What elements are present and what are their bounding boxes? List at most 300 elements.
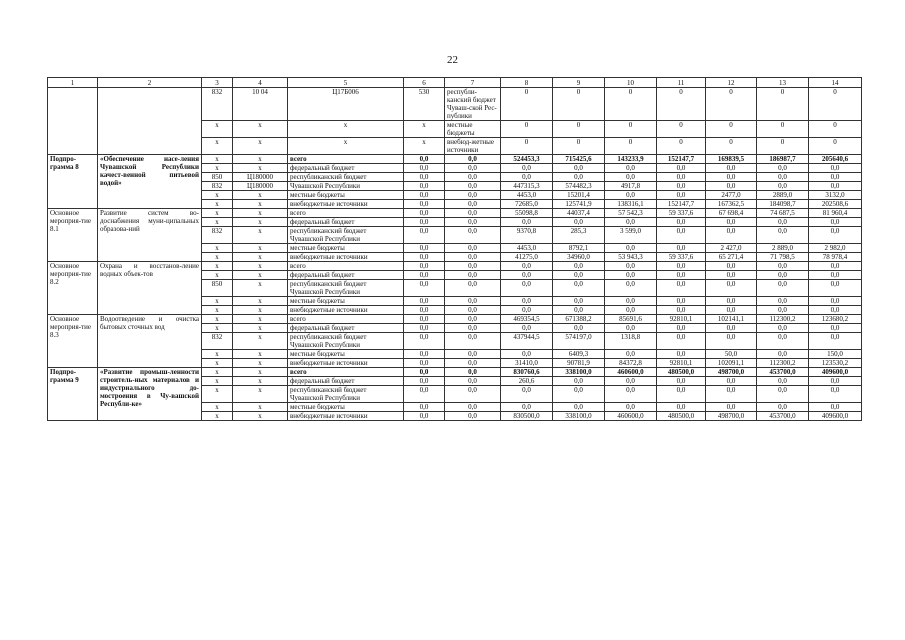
table-cell: 0,0 <box>706 306 757 315</box>
table-cell: 0,0 <box>657 386 706 403</box>
table-cell: 81 960,4 <box>809 209 862 218</box>
section-name: Охрана и восстанов-ление водных объек-тов <box>98 262 202 315</box>
table-cell: 498700,0 <box>706 368 757 377</box>
table-cell: 169839,5 <box>706 155 757 164</box>
table-cell: 0,0 <box>657 377 706 386</box>
table-cell: 0,0 <box>553 280 605 297</box>
table-cell: 0,0 <box>809 297 862 306</box>
table-cell: 453700,0 <box>757 368 809 377</box>
table-cell: 0 <box>706 121 757 138</box>
table-cell: 59 337,6 <box>657 209 706 218</box>
table-cell: 0,0 <box>404 200 445 209</box>
table-cell: x <box>202 386 233 403</box>
table-cell: внебюд-жетные источники <box>445 138 501 155</box>
table-cell: 8792,1 <box>553 244 605 253</box>
table-cell: 0,0 <box>809 182 862 191</box>
table-cell: 2 427,0 <box>706 244 757 253</box>
table-cell: 0,0 <box>445 155 501 164</box>
table-cell: местные бюджеты <box>288 244 404 253</box>
table-cell: 0,0 <box>809 164 862 173</box>
table-cell: x <box>233 191 288 200</box>
table-cell: 0,0 <box>657 271 706 280</box>
table-cell: федеральный бюджет <box>288 271 404 280</box>
table-cell: 285,3 <box>553 227 605 244</box>
table-cell: x <box>202 262 233 271</box>
table-cell: x <box>202 271 233 280</box>
table-cell: x <box>202 403 233 412</box>
table-cell: 574197,0 <box>553 333 605 350</box>
table-cell: x <box>233 227 288 244</box>
table-cell: 0,0 <box>757 386 809 403</box>
table-cell: x <box>202 138 233 155</box>
table-cell: всего <box>288 315 404 324</box>
table-cell: x <box>233 403 288 412</box>
table-cell: 0,0 <box>757 350 809 359</box>
table-cell: 338100,0 <box>553 412 605 421</box>
table-cell: 112300,2 <box>757 359 809 368</box>
table-cell: 0,0 <box>757 324 809 333</box>
table-cell: 0 <box>657 121 706 138</box>
table-cell: x <box>288 138 404 155</box>
table-cell: 0 <box>757 121 809 138</box>
table-cell: x <box>202 121 233 138</box>
table-cell: x <box>233 377 288 386</box>
table-cell: 0,0 <box>605 280 657 297</box>
table-cell: 0,0 <box>445 386 501 403</box>
table-cell: 0,0 <box>501 350 553 359</box>
table-cell: 0,0 <box>404 209 445 218</box>
table-cell: 0 <box>809 138 862 155</box>
table-cell: 0,0 <box>657 306 706 315</box>
table-cell: 0,0 <box>706 403 757 412</box>
section-code: Основное мероприя-тие 8.2 <box>48 262 98 315</box>
table-cell: 0,0 <box>757 182 809 191</box>
table-cell: 78 978,4 <box>809 253 862 262</box>
table-cell: 574482,3 <box>553 182 605 191</box>
table-cell: x <box>233 412 288 421</box>
code-cell <box>48 88 98 155</box>
table-cell: 460600,0 <box>605 412 657 421</box>
table-cell: 0,0 <box>553 403 605 412</box>
table-cell: 3132,0 <box>809 191 862 200</box>
table-cell: 90781,9 <box>553 359 605 368</box>
table-cell: 0,0 <box>706 297 757 306</box>
table-cell: 0,0 <box>445 280 501 297</box>
table-cell: 205640,6 <box>809 155 862 164</box>
table-cell: 0,0 <box>404 412 445 421</box>
table-cell: 0,0 <box>757 227 809 244</box>
table-cell: 0,0 <box>809 386 862 403</box>
column-header: 13 <box>757 78 809 88</box>
table-cell: 0,0 <box>445 271 501 280</box>
table-cell: республиканский бюджет Чувашской Республики <box>288 227 404 244</box>
table-cell: республиканский бюджет <box>288 173 404 182</box>
table-cell: 0,0 <box>657 173 706 182</box>
table-cell: 0,0 <box>605 262 657 271</box>
table-cell: x <box>233 164 288 173</box>
table-cell: 85691,6 <box>605 315 657 324</box>
table-cell: 150,0 <box>809 350 862 359</box>
table-cell: 850 <box>202 173 233 182</box>
table-cell: 202508,6 <box>809 200 862 209</box>
table-cell: федеральный бюджет <box>288 324 404 333</box>
table-cell: 0,0 <box>553 324 605 333</box>
table-cell: 437944,5 <box>501 333 553 350</box>
table-cell: 480500,0 <box>657 412 706 421</box>
table-cell: 0,0 <box>553 164 605 173</box>
table-cell: 0,0 <box>605 403 657 412</box>
table-cell: 0,0 <box>809 306 862 315</box>
table-cell: 0,0 <box>445 368 501 377</box>
table-cell: 0 <box>657 138 706 155</box>
table-cell: 0,0 <box>605 306 657 315</box>
table-cell: 0 <box>553 138 605 155</box>
table-cell: x <box>202 350 233 359</box>
table-cell: 0,0 <box>809 377 862 386</box>
table-cell: 0,0 <box>657 297 706 306</box>
table-cell: x <box>404 138 445 155</box>
table-cell: x <box>233 333 288 350</box>
table-cell: 830760,6 <box>501 368 553 377</box>
table-cell: 0,0 <box>706 324 757 333</box>
table-cell: 2477,0 <box>706 191 757 200</box>
table-cell: 0,0 <box>445 315 501 324</box>
name-cell <box>98 88 202 155</box>
table-cell: 0,0 <box>445 350 501 359</box>
table-row <box>48 155 862 164</box>
table-cell: 0 <box>553 121 605 138</box>
table-cell: 0,0 <box>706 377 757 386</box>
table-cell: 152147,7 <box>657 200 706 209</box>
table-cell: 143233,9 <box>605 155 657 164</box>
column-header: 10 <box>605 78 657 88</box>
table-cell: 0,0 <box>605 244 657 253</box>
table-cell: 832 <box>202 88 233 121</box>
table-cell: x <box>202 368 233 377</box>
table-cell: x <box>233 368 288 377</box>
table-cell: Ц17Б006 <box>288 88 404 121</box>
column-header: 14 <box>809 78 862 88</box>
table-cell: 0,0 <box>404 359 445 368</box>
table-cell: 0,0 <box>501 164 553 173</box>
table-cell: 0,0 <box>605 218 657 227</box>
table-cell: 0 <box>605 121 657 138</box>
table-cell: 498700,0 <box>706 412 757 421</box>
table-cell: 0,0 <box>757 306 809 315</box>
table-cell: x <box>202 324 233 333</box>
table-cell: 0 <box>757 88 809 121</box>
budget-table <box>47 77 862 421</box>
table-cell: 0,0 <box>757 377 809 386</box>
table-cell: Ц180000 <box>233 173 288 182</box>
column-header: 9 <box>553 78 605 88</box>
table-row <box>48 88 862 121</box>
table-cell: 2889,0 <box>757 191 809 200</box>
table-cell: 0,0 <box>657 218 706 227</box>
table-cell: 0,0 <box>605 350 657 359</box>
table-cell: x <box>233 200 288 209</box>
table-cell: 0,0 <box>706 218 757 227</box>
table-cell: 184098,7 <box>757 200 809 209</box>
table-cell: 0,0 <box>445 173 501 182</box>
table-cell: 102091,1 <box>706 359 757 368</box>
column-header: 8 <box>501 78 553 88</box>
table-cell: 112300,2 <box>757 315 809 324</box>
table-cell: 469354,5 <box>501 315 553 324</box>
table-cell: 0,0 <box>809 218 862 227</box>
table-cell: x <box>202 200 233 209</box>
table-cell: x <box>233 297 288 306</box>
table-cell: x <box>233 280 288 297</box>
table-cell: 0,0 <box>445 377 501 386</box>
table-cell: x <box>233 324 288 333</box>
table-cell: 0,0 <box>757 333 809 350</box>
table-cell: 0,0 <box>404 271 445 280</box>
column-header: 2 <box>98 78 202 88</box>
table-cell: x <box>202 218 233 227</box>
table-cell: 447315,3 <box>501 182 553 191</box>
column-header: 3 <box>202 78 233 88</box>
table-cell: 0,0 <box>404 218 445 227</box>
table-cell: 0,0 <box>553 306 605 315</box>
table-cell: x <box>202 244 233 253</box>
table-cell: 0,0 <box>501 386 553 403</box>
table-cell: 138316,1 <box>605 200 657 209</box>
table-cell: 0,0 <box>706 271 757 280</box>
table-cell: 0,0 <box>445 297 501 306</box>
table-cell: 0,0 <box>501 218 553 227</box>
table-cell: x <box>288 121 404 138</box>
table-cell: 260,6 <box>501 377 553 386</box>
table-cell: x <box>233 155 288 164</box>
table-cell: 0,0 <box>757 173 809 182</box>
table-cell: 832 <box>202 182 233 191</box>
table-cell: 0,0 <box>404 350 445 359</box>
table-cell: 0,0 <box>657 280 706 297</box>
table-cell: 0,0 <box>809 173 862 182</box>
table-cell: 0,0 <box>445 191 501 200</box>
table-cell: 41275,0 <box>501 253 553 262</box>
table-cell: x <box>202 164 233 173</box>
table-cell: x <box>233 218 288 227</box>
table-cell: x <box>233 253 288 262</box>
table-cell: 0,0 <box>605 377 657 386</box>
table-cell: 0,0 <box>706 164 757 173</box>
table-cell: 460600,0 <box>605 368 657 377</box>
table-cell: 0,0 <box>445 262 501 271</box>
table-cell: 0,0 <box>657 262 706 271</box>
table-cell: 0,0 <box>809 324 862 333</box>
table-cell: 0,0 <box>809 271 862 280</box>
table-cell: 0,0 <box>445 333 501 350</box>
page-number: 22 <box>447 54 458 66</box>
table-cell: местные бюджеты <box>445 121 501 138</box>
table-cell: 0,0 <box>404 164 445 173</box>
table-cell: 0,0 <box>657 333 706 350</box>
table-cell: x <box>233 271 288 280</box>
table-cell: 92810,1 <box>657 359 706 368</box>
table-cell: x <box>233 244 288 253</box>
table-cell: 0,0 <box>404 244 445 253</box>
table-cell: 0,0 <box>757 262 809 271</box>
table-cell: 102141,1 <box>706 315 757 324</box>
table-cell: 0,0 <box>404 280 445 297</box>
table-cell: 830500,0 <box>501 412 553 421</box>
table-cell: x <box>233 262 288 271</box>
table-cell: 3 599,0 <box>605 227 657 244</box>
table-cell: 0,0 <box>706 182 757 191</box>
table-row <box>48 368 862 377</box>
section-code: Подпро-грамма 8 <box>48 155 98 209</box>
table-cell: местные бюджеты <box>288 403 404 412</box>
table-cell: 409600,0 <box>809 368 862 377</box>
table-cell: 0,0 <box>605 164 657 173</box>
table-cell: 0,0 <box>445 306 501 315</box>
table-cell: 0,0 <box>445 182 501 191</box>
table-cell: 0,0 <box>501 262 553 271</box>
table-cell: всего <box>288 155 404 164</box>
table-cell: 0 <box>809 121 862 138</box>
table-cell: 65 271,4 <box>706 253 757 262</box>
table-cell: 0,0 <box>501 306 553 315</box>
table-cell: 0,0 <box>404 155 445 164</box>
table-cell: 92810,1 <box>657 315 706 324</box>
table-cell: 0,0 <box>445 218 501 227</box>
table-cell: 84372,8 <box>605 359 657 368</box>
table-cell: 0,0 <box>404 253 445 262</box>
table-cell: 0,0 <box>706 280 757 297</box>
table-cell: 338100,0 <box>553 368 605 377</box>
table-cell: 0,0 <box>501 403 553 412</box>
table-cell: 123680,2 <box>809 315 862 324</box>
table-cell: 55098,8 <box>501 209 553 218</box>
column-header: 5 <box>288 78 404 88</box>
table-cell: 0,0 <box>404 324 445 333</box>
table-cell: x <box>233 306 288 315</box>
table-cell: 0,0 <box>553 386 605 403</box>
section-code: Основное мероприя-тие 8.1 <box>48 209 98 262</box>
table-cell: 0,0 <box>404 333 445 350</box>
table-cell: республи-канский бюджет Чуваш-ской Рес-публики <box>445 88 501 121</box>
table-cell: местные бюджеты <box>288 191 404 200</box>
table-cell: 0,0 <box>706 262 757 271</box>
table-cell: 34960,0 <box>553 253 605 262</box>
table-cell: 0,0 <box>553 271 605 280</box>
table-cell: x <box>233 386 288 403</box>
table-cell: 15201,4 <box>553 191 605 200</box>
table-cell: 9370,8 <box>501 227 553 244</box>
table-cell: 0,0 <box>404 368 445 377</box>
table-cell: местные бюджеты <box>288 297 404 306</box>
table-cell: 0,0 <box>404 386 445 403</box>
table-cell: 832 <box>202 227 233 244</box>
table-cell: 2 889,0 <box>757 244 809 253</box>
table-cell: 0,0 <box>553 377 605 386</box>
table-cell: 57 542,3 <box>605 209 657 218</box>
table-cell: 123530,2 <box>809 359 862 368</box>
table-cell: 453700,0 <box>757 412 809 421</box>
table-cell: 0,0 <box>657 403 706 412</box>
table-cell: 715425,6 <box>553 155 605 164</box>
table-cell: внебюджетные источники <box>288 306 404 315</box>
table-cell: x <box>202 155 233 164</box>
table-cell: 0,0 <box>404 306 445 315</box>
table-cell: 0 <box>501 138 553 155</box>
table-cell: x <box>233 315 288 324</box>
table-cell: 0,0 <box>501 280 553 297</box>
table-cell: 53 943,3 <box>605 253 657 262</box>
table-row <box>48 209 862 218</box>
table-cell: 0,0 <box>809 227 862 244</box>
table-cell: 0,0 <box>404 182 445 191</box>
table-cell: 0,0 <box>605 324 657 333</box>
table-cell: 0,0 <box>605 271 657 280</box>
table-cell: x <box>202 412 233 421</box>
table-cell: 59 337,6 <box>657 253 706 262</box>
table-cell: 0,0 <box>501 271 553 280</box>
table-cell: x <box>404 121 445 138</box>
table-cell: 0,0 <box>657 191 706 200</box>
table-cell: внебюджетные источники <box>288 253 404 262</box>
table-cell: 0 <box>501 88 553 121</box>
table-cell: 0,0 <box>445 244 501 253</box>
table-cell: федеральный бюджет <box>288 218 404 227</box>
table-cell: 0,0 <box>404 173 445 182</box>
table-cell: 0,0 <box>553 297 605 306</box>
section-name: Развитие систем во-доснабжения муни-ципальных образова-ний <box>98 209 202 262</box>
table-cell: 0,0 <box>404 315 445 324</box>
table-cell: 0,0 <box>809 333 862 350</box>
table-cell: 0,0 <box>553 218 605 227</box>
table-cell: 671388,2 <box>553 315 605 324</box>
table-cell: 72685,0 <box>501 200 553 209</box>
table-cell: 31410,0 <box>501 359 553 368</box>
table-cell: 0,0 <box>445 227 501 244</box>
table-cell: 0,0 <box>657 324 706 333</box>
table-cell: 0,0 <box>757 218 809 227</box>
table-cell: 167362,5 <box>706 200 757 209</box>
table-cell: 0,0 <box>501 173 553 182</box>
table-cell: 0 <box>657 88 706 121</box>
table-cell: внебюджетные источники <box>288 359 404 368</box>
table-cell: 0,0 <box>657 244 706 253</box>
table-cell: 0,0 <box>657 164 706 173</box>
table-cell: 74 687,5 <box>757 209 809 218</box>
section-name: «Обеспечение насе-ления Чувашской Республики качест-венной питьевой водой» <box>98 155 202 209</box>
table-cell: республиканский бюджет Чувашской Республики <box>288 333 404 350</box>
table-cell: 0,0 <box>809 280 862 297</box>
table-cell: внебюджетные источники <box>288 200 404 209</box>
table-cell: республиканский бюджет Чувашской Республики <box>288 386 404 403</box>
table-cell: 2 982,0 <box>809 244 862 253</box>
table-cell: Чувашской Республики <box>288 182 404 191</box>
section-name: «Развитие промыш-ленности строитель-ных материалов и индустриального до-мостроения в Чу-вашской Республи-ке» <box>98 368 202 421</box>
column-header: 12 <box>706 78 757 88</box>
table-cell: 524453,3 <box>501 155 553 164</box>
table-cell: 4453,0 <box>501 244 553 253</box>
table-cell: 50,0 <box>706 350 757 359</box>
table-cell: 850 <box>202 280 233 297</box>
table-cell: x <box>233 350 288 359</box>
table-cell: 0,0 <box>404 191 445 200</box>
table-cell: 125741,9 <box>553 200 605 209</box>
table-cell: x <box>202 191 233 200</box>
table-cell: 0,0 <box>757 297 809 306</box>
table-cell: 0,0 <box>404 403 445 412</box>
table-cell: 0,0 <box>445 324 501 333</box>
table-cell: 0,0 <box>445 253 501 262</box>
table-cell: 832 <box>202 333 233 350</box>
